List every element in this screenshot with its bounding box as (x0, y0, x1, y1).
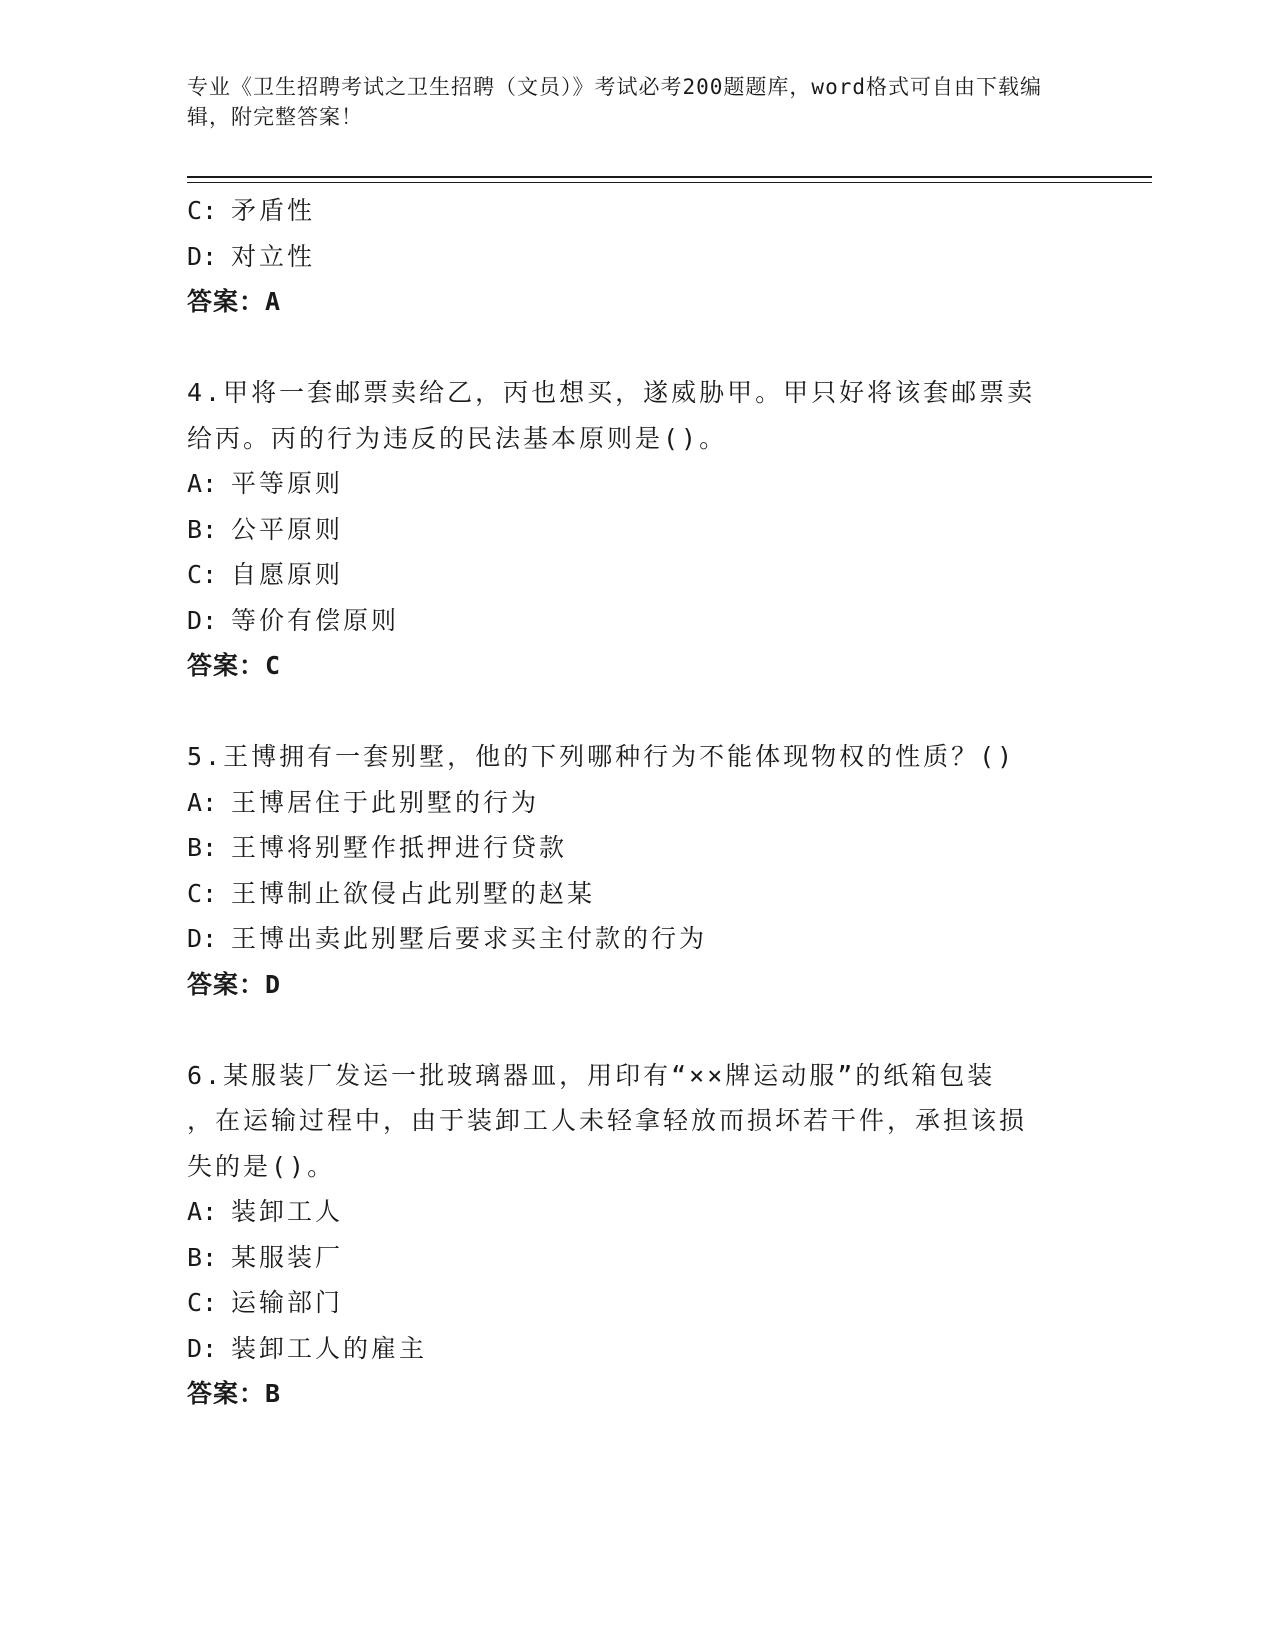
option-c: C: 运输部门 (187, 1288, 344, 1317)
header-divider-thin (187, 182, 1152, 183)
spacer (187, 1007, 1087, 1053)
option-b: B: 公平原则 (187, 514, 344, 544)
question-stem: 给丙。丙的行为违反的民法基本原则是()。 (187, 423, 728, 453)
option-b: B: 某服装厂 (187, 1242, 344, 1272)
prev-question-block (187, 188, 1087, 325)
question-stem: 6.某服装厂发运一批玻璃器皿，用印有“××牌运动服”的纸箱包装 (187, 1060, 996, 1090)
question-6 (187, 1053, 1087, 1417)
option-c: C: 矛盾性 (187, 196, 316, 225)
answer-line: 答案：C (187, 651, 282, 680)
option-c: C: 自愿原则 (187, 560, 344, 589)
question-5 (187, 734, 1087, 1007)
question-stem: 失的是()。 (187, 1151, 336, 1181)
answer-line: 答案：A (187, 287, 282, 316)
option-a: A: 装卸工人 (187, 1197, 344, 1226)
question-4 (187, 370, 1087, 689)
answer-line: 答案：D (187, 969, 282, 999)
question-stem: 5.王博拥有一套别墅，他的下列哪种行为不能体现物权的性质？() (187, 742, 1016, 771)
option-d: D: 等价有偿原则 (187, 605, 400, 635)
option-d: D: 装卸工人的雇主 (187, 1333, 428, 1363)
spacer (187, 689, 1087, 735)
document-header: 专业《卫生招聘考试之卫生招聘（文员）》考试必考200题题库，word格式可自由下载编辑，附完整答案！ (187, 75, 1042, 129)
header-divider (187, 176, 1152, 178)
question-list (187, 188, 1087, 1417)
option-d: D: 对立性 (187, 241, 316, 271)
option-b: B: 王博将别墅作抵押进行贷款 (187, 833, 568, 862)
spacer (187, 325, 1087, 371)
question-stem: 4.甲将一套邮票卖给乙，丙也想买，遂威胁甲。甲只好将该套邮票卖 (187, 378, 1036, 407)
question-stem: ，在运输过程中，由于装卸工人未轻拿轻放而损坏若干件，承担该损 (187, 1106, 1028, 1135)
option-a: A: 王博居住于此别墅的行为 (187, 787, 540, 817)
option-c: C: 王博制止欲侵占此别墅的赵某 (187, 878, 596, 908)
option-d: D: 王博出卖此别墅后要求买主付款的行为 (187, 924, 708, 953)
answer-line: 答案：B (187, 1379, 282, 1408)
option-a: A: 平等原则 (187, 469, 344, 498)
